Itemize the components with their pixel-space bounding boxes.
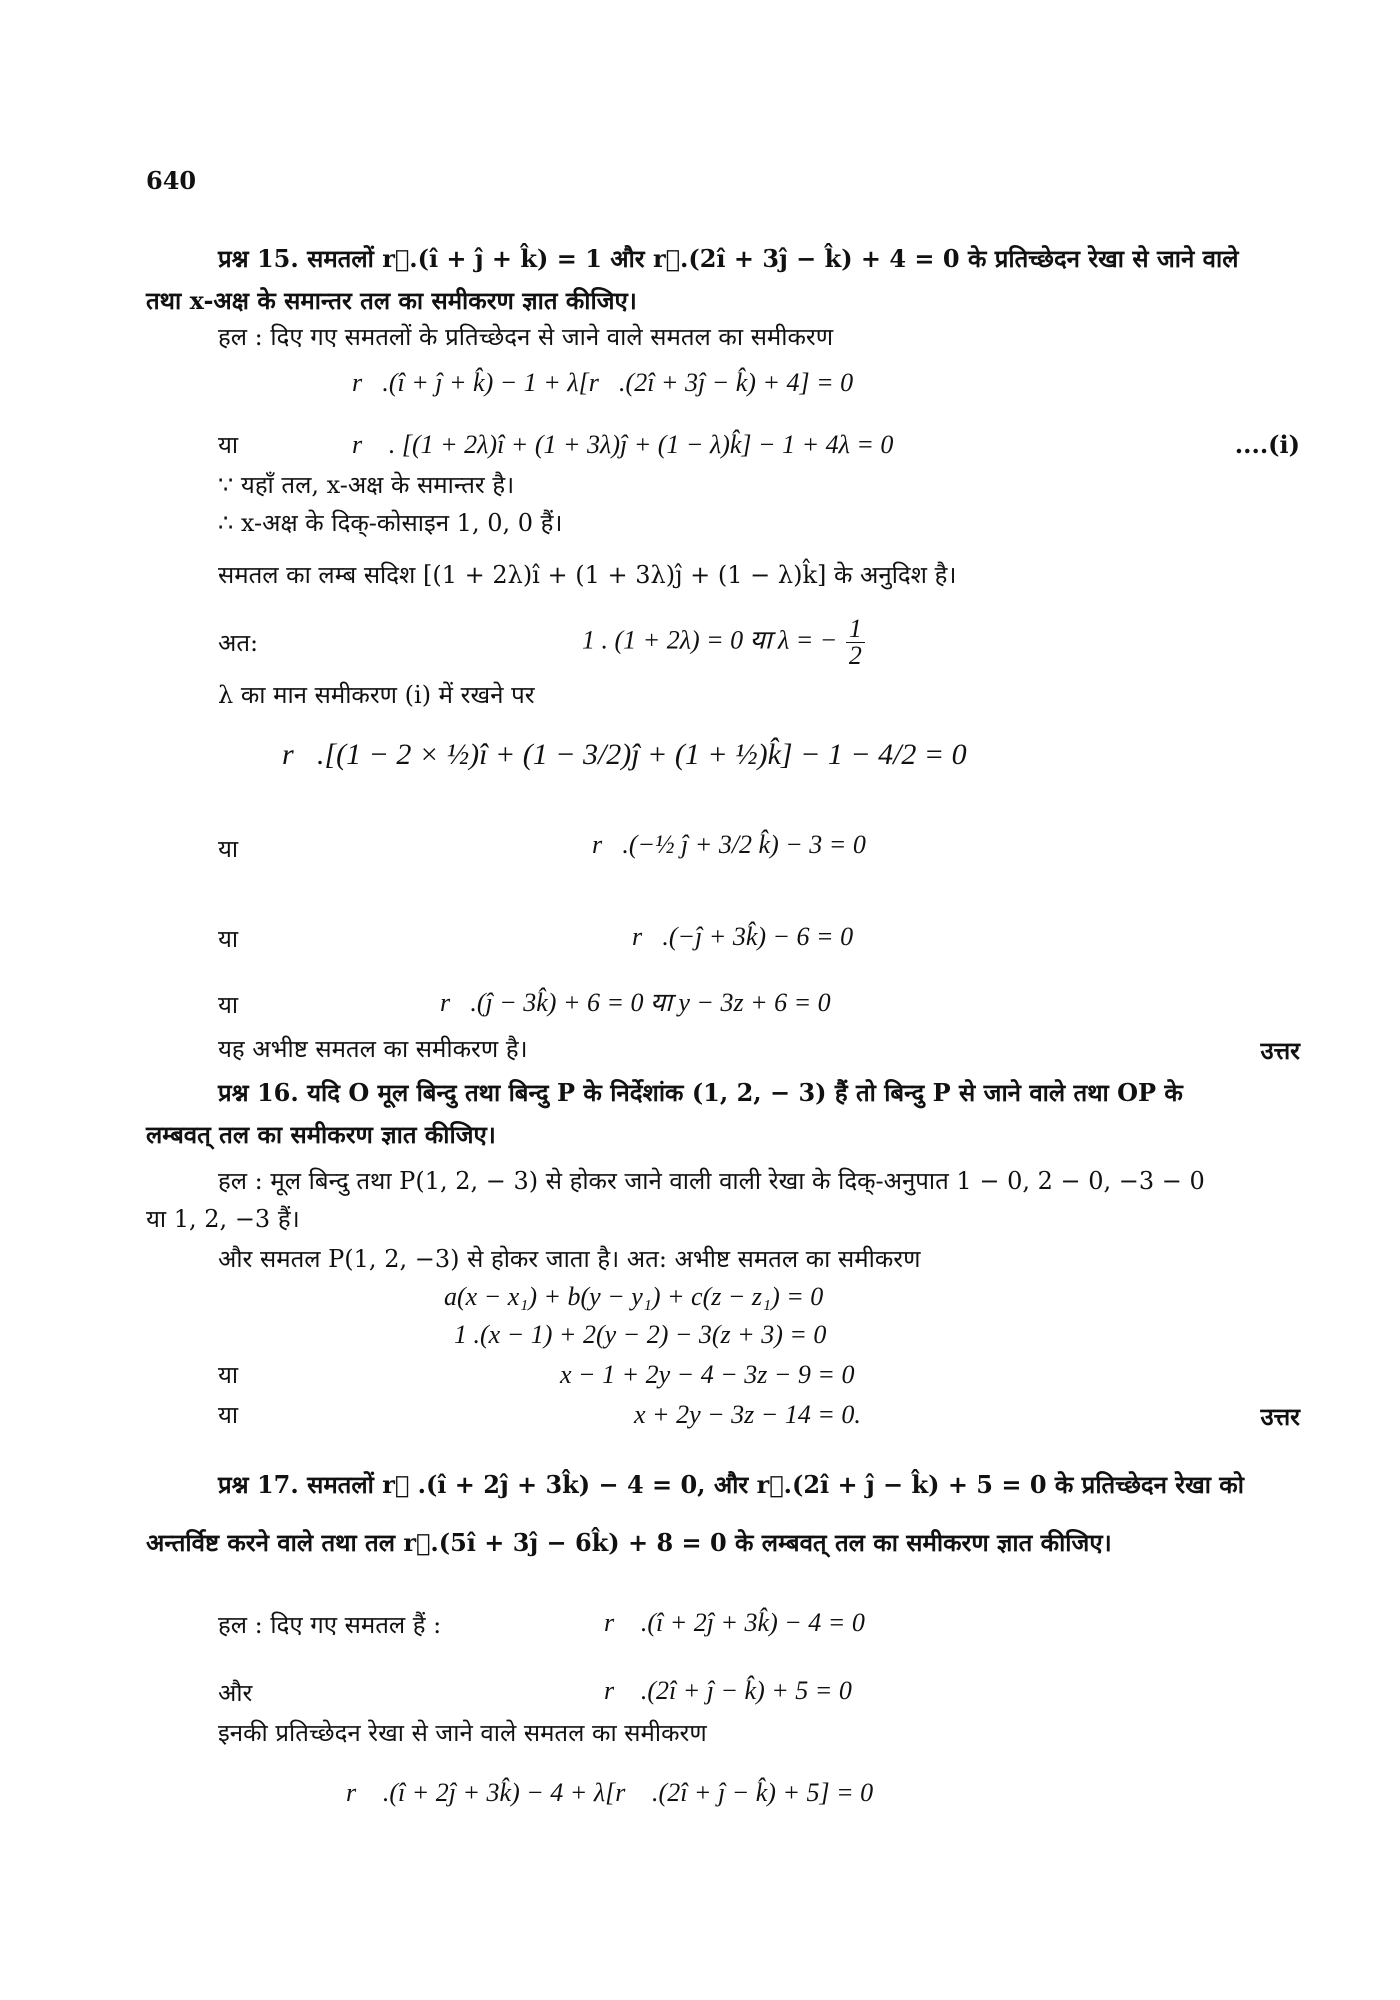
q16-solution-line2: या 1, 2, −3 हैं। (146, 1205, 300, 1233)
hence-equation-text: 1 . (1 + 2λ) = 0 या λ = − (582, 625, 838, 655)
page-number: 640 (146, 166, 197, 195)
q17-given-equation-1: r⃗ .(î + 2ĵ + 3k̂) − 4 = 0 (604, 1608, 865, 1637)
q15-equation-2: r⃗ . [(1 + 2λ)î + (1 + 3λ)ĵ + (1 − λ)k̂] − 1 + 4λ = 0 (352, 430, 894, 459)
q15-normal-line: समतल का लम्ब सदिश [(1 + 2λ)î + (1 + 3λ)ĵ + (1 − λ)k̂] के अनुदिश है। (218, 561, 957, 589)
q15-hence-equation (582, 616, 867, 669)
q15-solution-intro: हल : दिए गए समतलों के प्रतिच्छेदन से जाने वाले समतल का समीकरण (218, 323, 834, 351)
q15-equation-3: r⃗.[(1 − 2 × ½)î + (1 − 3/2)ĵ + (1 + ½)k̂] − 1 − 4/2 = 0 (282, 738, 967, 771)
q15-equation-tag: ....(i) (1234, 430, 1300, 459)
q15-since-line: ∵ यहाँ तल, x-अक्ष के समान्तर है। (218, 471, 515, 499)
q15-or-label-4: या (218, 991, 239, 1019)
q15-equation-4: r⃗.(−½ ĵ + 3/2 k̂) − 3 = 0 (592, 830, 866, 859)
q16-answer-label: उत्तर (1260, 1402, 1300, 1431)
q15-equation-1: r⃗.(î + ĵ + k̂) − 1 + λ[r⃗.(2î + 3ĵ − k̂) + 4] = 0 (352, 368, 854, 397)
fraction-one-half (846, 616, 865, 669)
q17-question-line2: अन्तर्विष्ट करने वाले तथा तल r⃗.(5î + 3ĵ − 6k̂) + 8 = 0 के लम्बवत् तल का समीकरण ज्ञात कीजिए। (146, 1528, 1112, 1557)
q17-family-equation: r⃗ .(î + 2ĵ + 3k̂) − 4 + λ[r⃗ .(2î + ĵ − k̂) + 5] = 0 (346, 1778, 874, 1807)
q15-or-label-1: या (218, 431, 239, 459)
q15-substitute-line: λ का मान समीकरण (i) में रखने पर (218, 681, 535, 709)
q16-solution-line1: हल : मूल बिन्दु तथा P(1, 2, − 3) से होकर जाने वाली वाली रेखा के दिक्-अनुपात 1 − 0, 2 − 0, −3 − 0 (218, 1167, 1205, 1195)
q15-question-line2: तथा x-अक्ष के समान्तर तल का समीकरण ज्ञात कीजिए। (146, 286, 637, 315)
q15-therefore-line: ∴ x-अक्ष के दिक्-कोसाइन 1, 0, 0 हैं। (218, 509, 563, 537)
q17-and-label: और (218, 1679, 253, 1707)
q16-or-label-1: या (218, 1361, 239, 1389)
q15-equation-5: r⃗.(−ĵ + 3k̂) − 6 = 0 (632, 922, 854, 951)
fraction-denominator: 2 (848, 641, 862, 670)
q15-conclusion: यह अभीष्ट समतल का समीकरण है। (218, 1035, 528, 1063)
q17-question-line1: प्रश्न 17. समतलों r⃗ .(î + 2ĵ + 3k̂) − 4 = 0, और r⃗.(2î + ĵ − k̂) + 5 = 0 के प्रतिच्छेदन रेखा को (218, 1470, 1244, 1499)
q15-question-line1: प्रश्न 15. समतलों r⃗.(î + ĵ + k̂) = 1 और r⃗.(2î + 3ĵ − k̂) + 4 = 0 के प्रतिच्छेदन रेखा से जाने वाले (218, 244, 1239, 273)
q16-equation-2: 1 .(x − 1) + 2(y − 2) − 3(z + 3) = 0 (454, 1320, 827, 1349)
fraction-numerator: 1 (846, 616, 865, 643)
q15-or-label-3: या (218, 925, 239, 953)
q17-given-label: हल : दिए गए समतल हैं : (218, 1611, 442, 1639)
q15-answer-label: उत्तर (1260, 1036, 1300, 1065)
q15-hence-label: अत: (218, 629, 259, 657)
q15-equation-6: r⃗.(ĵ − 3k̂) + 6 = 0 या y − 3z + 6 = 0 (440, 988, 831, 1017)
q16-solution-line3: और समतल P(1, 2, −3) से होकर जाता है। अत: अभीष्ट समतल का समीकरण (218, 1245, 921, 1273)
q16-question-line2: लम्बवत् तल का समीकरण ज्ञात कीजिए। (146, 1120, 496, 1149)
q16-question-line1: प्रश्न 16. यदि O मूल बिन्दु तथा बिन्दु P के निर्देशांक (1, 2, − 3) हैं तो बिन्दु P से जाने वाले तथा OP के (218, 1078, 1183, 1107)
q17-intersection-line: इनकी प्रतिच्छेदन रेखा से जाने वाले समतल का समीकरण (218, 1719, 707, 1747)
q15-or-label-2: या (218, 835, 239, 863)
q16-equation-3: x − 1 + 2y − 4 − 3z − 9 = 0 (560, 1360, 855, 1389)
q16-equation-1: a(x − x₁) + b(y − y₁) + c(z − z₁) = 0 (444, 1282, 824, 1311)
q17-given-equation-2: r⃗ .(2î + ĵ − k̂) + 5 = 0 (604, 1676, 852, 1705)
q16-or-label-2: या (218, 1401, 239, 1429)
q16-equation-4: x + 2y − 3z − 14 = 0. (634, 1400, 861, 1429)
